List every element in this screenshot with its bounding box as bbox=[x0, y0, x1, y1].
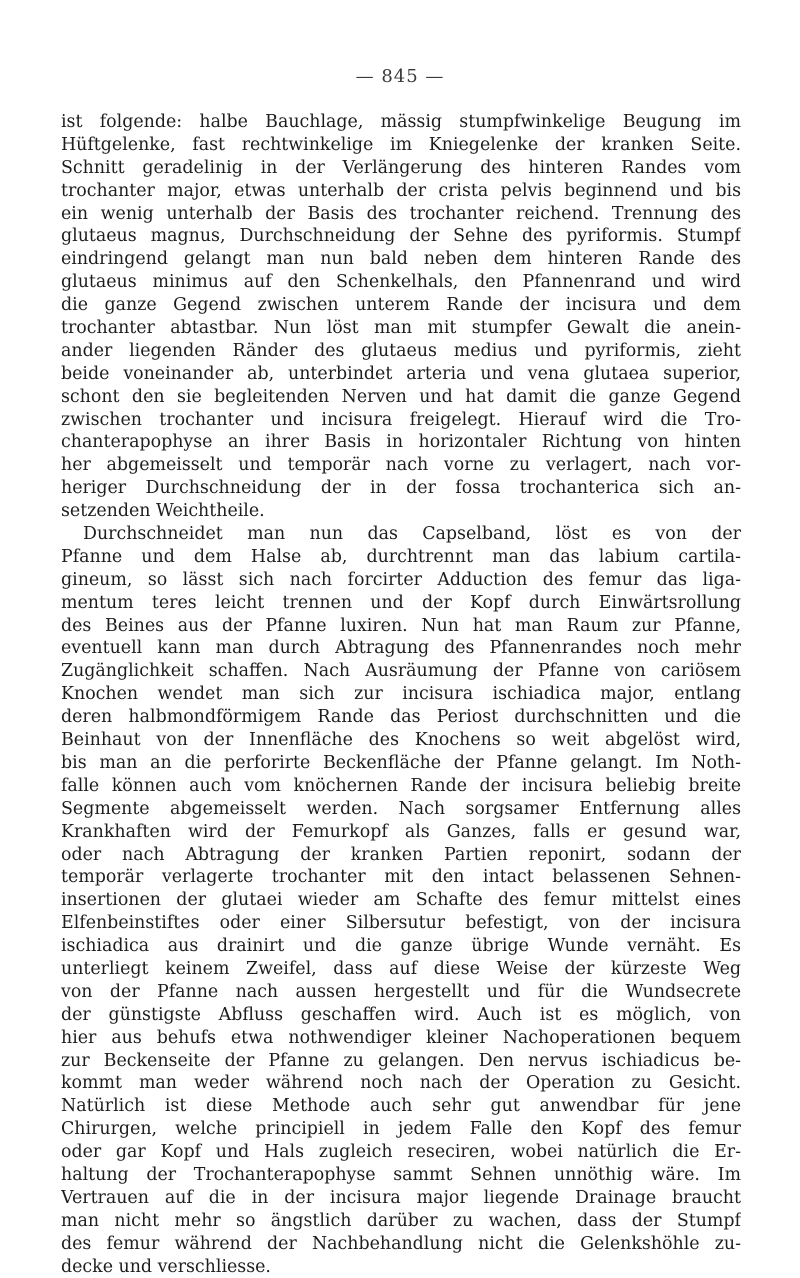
text-line: Beinhaut von der Innenfläche des Knochens so weit abgelöst wird, bbox=[61, 730, 741, 751]
text-line: Zugänglichkeit schaffen. Nach Ausräumung der Pfanne von cariösem bbox=[61, 661, 741, 682]
text-line: ander liegenden Ränder des glutaeus medius und pyriformis, zieht bbox=[61, 340, 741, 361]
text-line: ist folgende: halbe Bauchlage, mässig stumpfwinkelige Beugung im bbox=[61, 112, 741, 132]
text-line: deren halbmondförmigem Rande das Periost durchschnitten und die bbox=[61, 707, 741, 728]
text-line: die ganze Gegend zwischen unterem Rande der incisura und dem bbox=[61, 295, 741, 316]
text-line: des Beines aus der Pfanne luxiren. Nun hat man Raum zur Pfanne, bbox=[61, 615, 741, 636]
text-line: trochanter major, etwas unterhalb der crista pelvis beginnend und bis bbox=[61, 180, 741, 201]
text-line: des femur während der Nachbehandlung nicht die Gelenkshöhle zu- bbox=[61, 1233, 741, 1254]
text-line: Segmente abgemeisselt werden. Nach sorgsamer Entfernung alles bbox=[61, 798, 741, 819]
text-line: beide voneinander ab, unterbindet arteria und vena glutaea superior, bbox=[61, 363, 741, 384]
text-line: Elfenbeinstiftes oder einer Silbersutur befestigt, von der incisura bbox=[61, 913, 741, 934]
text-line: hier aus behufs etwa nothwendiger kleiner Nachoperationen bequem bbox=[61, 1027, 741, 1048]
text-line: trochanter abtastbar. Nun löst man mit stumpfer Gewalt die anein- bbox=[61, 318, 741, 339]
text-line: glutaeus magnus, Durchschneidung der Sehne des pyriformis. Stumpf bbox=[61, 226, 741, 247]
text-line: setzenden Weichtheile. bbox=[61, 501, 265, 522]
text-line: temporär verlagerte trochanter mit den intact belassenen Sehnen- bbox=[61, 867, 741, 888]
text-line: zwischen trochanter und incisura freigelegt. Hierauf wird die Tro- bbox=[61, 409, 741, 430]
text-line: Knochen wendet man sich zur incisura ischiadica major, entlang bbox=[61, 684, 741, 705]
text-line: unterliegt keinem Zweifel, dass auf diese Weise der kürzeste Weg bbox=[61, 958, 741, 979]
text-line: insertionen der glutaei wieder am Schafte des femur mittelst eines bbox=[61, 890, 741, 911]
text-line: oder nach Abtragung der kranken Partien reponirt, sodann der bbox=[61, 844, 741, 865]
text-line: haltung der Trochanterapophyse sammt Sehnen unnöthig wäre. Im bbox=[61, 1164, 741, 1185]
text-line: her abgemeisselt und temporär nach vorne zu verlagert, nach vor- bbox=[61, 455, 741, 476]
text-line: von der Pfanne nach aussen hergestellt und für die Wundsecrete bbox=[61, 981, 741, 1002]
text-line: ein wenig unterhalb der Basis des trochanter reichend. Trennung des bbox=[61, 203, 741, 224]
text-line: eventuell kann man durch Abtragung des Pfannenrandes noch mehr bbox=[61, 638, 741, 659]
body-text bbox=[61, 111, 741, 1278]
text-line: chanterapophyse an ihrer Basis in horizontaler Richtung von hinten bbox=[61, 432, 741, 453]
text-line: oder gar Kopf und Hals zugleich reseciren, wobei natürlich die Er- bbox=[61, 1142, 741, 1163]
text-line: Schnitt geradelinig in der Verlängerung des hinteren Randes vom bbox=[61, 157, 741, 178]
text-line: der günstigste Abfluss geschaffen wird. Auch ist es möglich, von bbox=[61, 1004, 741, 1025]
text-line: bis man an die perforirte Beckenfläche der Pfanne gelangt. Im Noth- bbox=[61, 752, 741, 773]
text-line: eindringend gelangt man nun bald neben dem hinteren Rande des bbox=[61, 249, 741, 270]
text-line: mentum teres leicht trennen und der Kopf durch Einwärtsrollung bbox=[61, 592, 741, 613]
text-line: Vertrauen auf die in der incisura major liegende Drainage braucht bbox=[61, 1187, 741, 1208]
text-line: falle können auch vom knöchernen Rande der incisura beliebig breite bbox=[61, 775, 741, 796]
text-line: glutaeus minimus auf den Schenkelhals, den Pfannenrand und wird bbox=[61, 272, 741, 293]
text-line: decke und verschliesse. bbox=[61, 1256, 271, 1277]
text-line: gineum, so lässt sich nach forcirter Adduction des femur das liga- bbox=[61, 569, 741, 590]
text-line: ischiadica aus drainirt und die ganze übrige Wunde vernäht. Es bbox=[61, 936, 741, 957]
text-line: schont den sie begleitenden Nerven und hat damit die ganze Gegend bbox=[61, 386, 741, 407]
page-number: — 845 — bbox=[355, 66, 445, 87]
text-line: kommt man weder während noch nach der Operation zu Gesicht. bbox=[61, 1073, 741, 1094]
text-line: Natürlich ist diese Methode auch sehr gut anwendbar für jene bbox=[61, 1096, 741, 1117]
text-line: heriger Durchschneidung der in der fossa trochanterica sich an- bbox=[61, 478, 741, 499]
text-line: Hüftgelenke, fast rechtwinkelige im Kniegelenke der kranken Seite. bbox=[61, 134, 741, 155]
text-line: Krankhaften wird der Femurkopf als Ganzes, falls er gesund war, bbox=[61, 821, 741, 842]
text-line: man nicht mehr so ängstlich darüber zu wachen, dass der Stumpf bbox=[61, 1210, 741, 1231]
text-line: zur Beckenseite der Pfanne zu gelangen. Den nervus ischiadicus be- bbox=[61, 1050, 741, 1071]
text-line: Pfanne und dem Halse ab, durchtrennt man das labium cartila- bbox=[61, 546, 741, 567]
text-line: Durchschneidet man nun das Capselband, löst es von der bbox=[83, 524, 741, 545]
text-line: Chirurgen, welche principiell in jedem Falle den Kopf des femur bbox=[61, 1119, 741, 1140]
